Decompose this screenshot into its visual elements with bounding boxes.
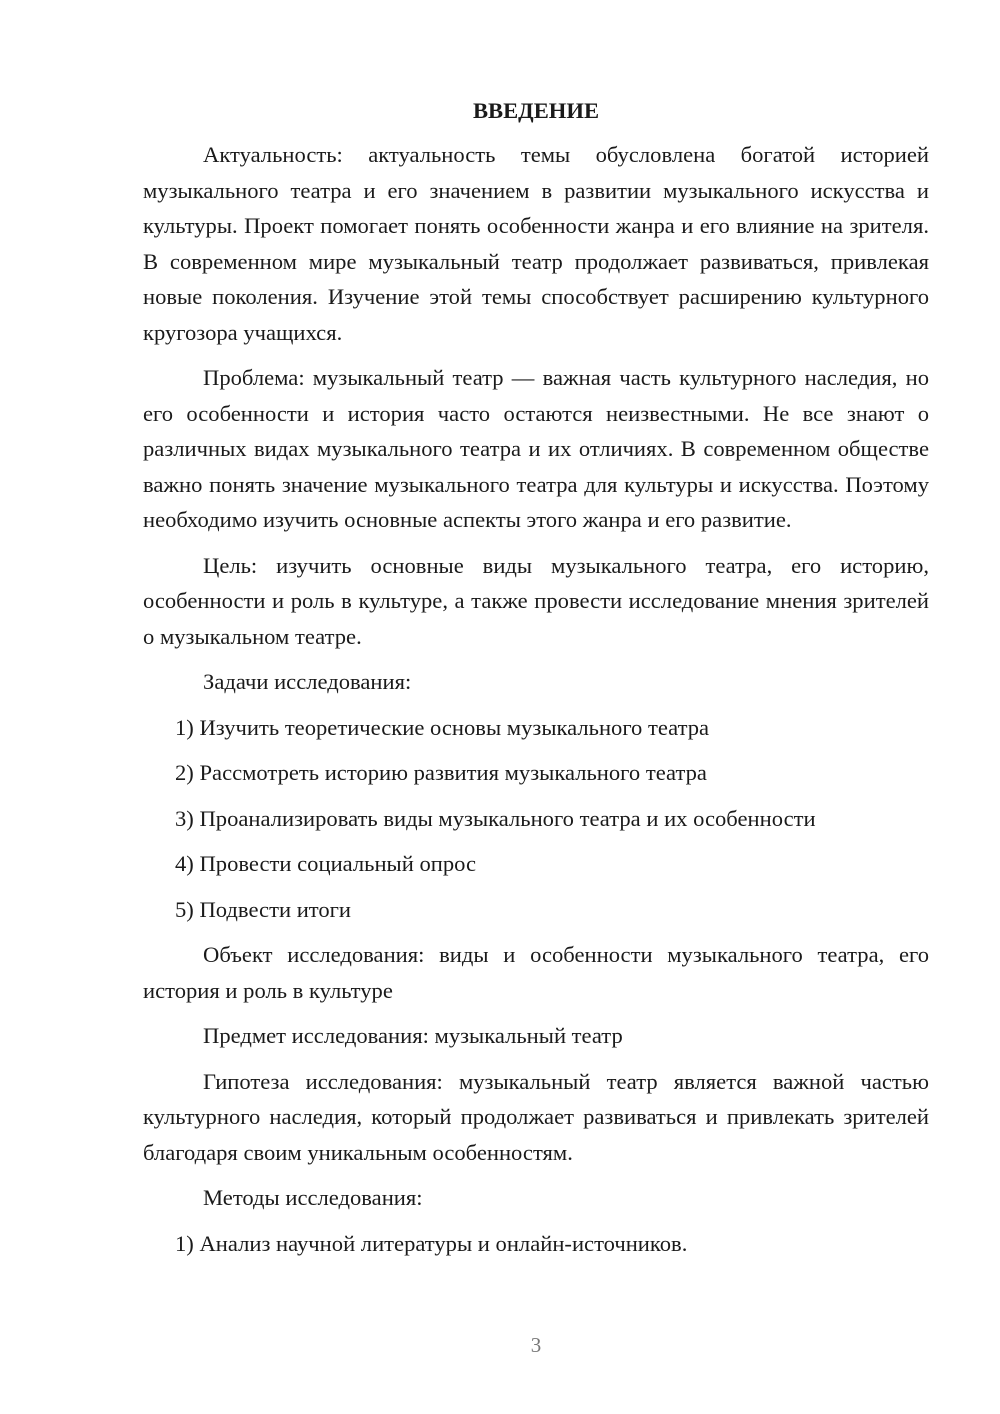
page-title: ВВЕДЕНИЕ <box>472 98 600 123</box>
task-item: 3) Проанализировать виды музыкального театра и их особенности <box>175 805 816 831</box>
hypothesis-paragraph: Гипотеза исследования: музыкальный театр является важной частью культурного наследия, который продолжает развиваться и привлекать зрителей благодаря своим уникальным особенностям. <box>143 1068 929 1165</box>
problem-paragraph: Проблема: музыкальный театр — важная часть культурного наследия, но его особенности и история часто остаются неизвестными. Не все знают о различных видах музыкального театра и их отличиях. В современном обществе важно понять значение музыкального театра для культуры и искусства. Поэтому необходимо изучить основные аспекты этого жанра и его развитие. <box>143 365 929 532</box>
task-item: 5) Подвести итоги <box>175 896 352 922</box>
task-item: 4) Провести социальный опрос <box>175 851 477 876</box>
object-paragraph: Объект исследования: виды и особенности музыкального театра, его история и роль в культуре <box>143 942 929 1003</box>
page-number: 3 <box>530 1333 542 1357</box>
page-content <box>143 96 929 1271</box>
task-item: 1) Изучить теоретические основы музыкального театра <box>175 714 710 740</box>
method-item: 1) Анализ научной литературы и онлайн-источников. <box>175 1230 688 1256</box>
goal-paragraph: Цель: изучить основные виды музыкального театра, его историю, особенности и роль в культуре, а также провести исследование мнения зрителей о музыкальном театре. <box>143 552 929 649</box>
task-item: 2) Рассмотреть историю развития музыкального театра <box>175 760 707 785</box>
tasks-heading: Задачи исследования: <box>203 669 412 694</box>
tasks-list <box>143 710 929 928</box>
subject-paragraph: Предмет исследования: музыкальный театр <box>203 1023 623 1048</box>
relevance-paragraph: Актуальность: актуальность темы обусловлена богатой историей музыкального театра и его значением в развитии музыкального искусства и культуры. Проект помогает понять особенности жанра и его влияние на зрителя. В современном мире музыкальный театр продолжает развиваться, привлекая новые поколения. Изучение этой темы способствует расширению культурного кругозора учащихся. <box>143 142 929 345</box>
methods-heading: Методы исследования: <box>203 1185 423 1210</box>
methods-list <box>143 1226 929 1262</box>
